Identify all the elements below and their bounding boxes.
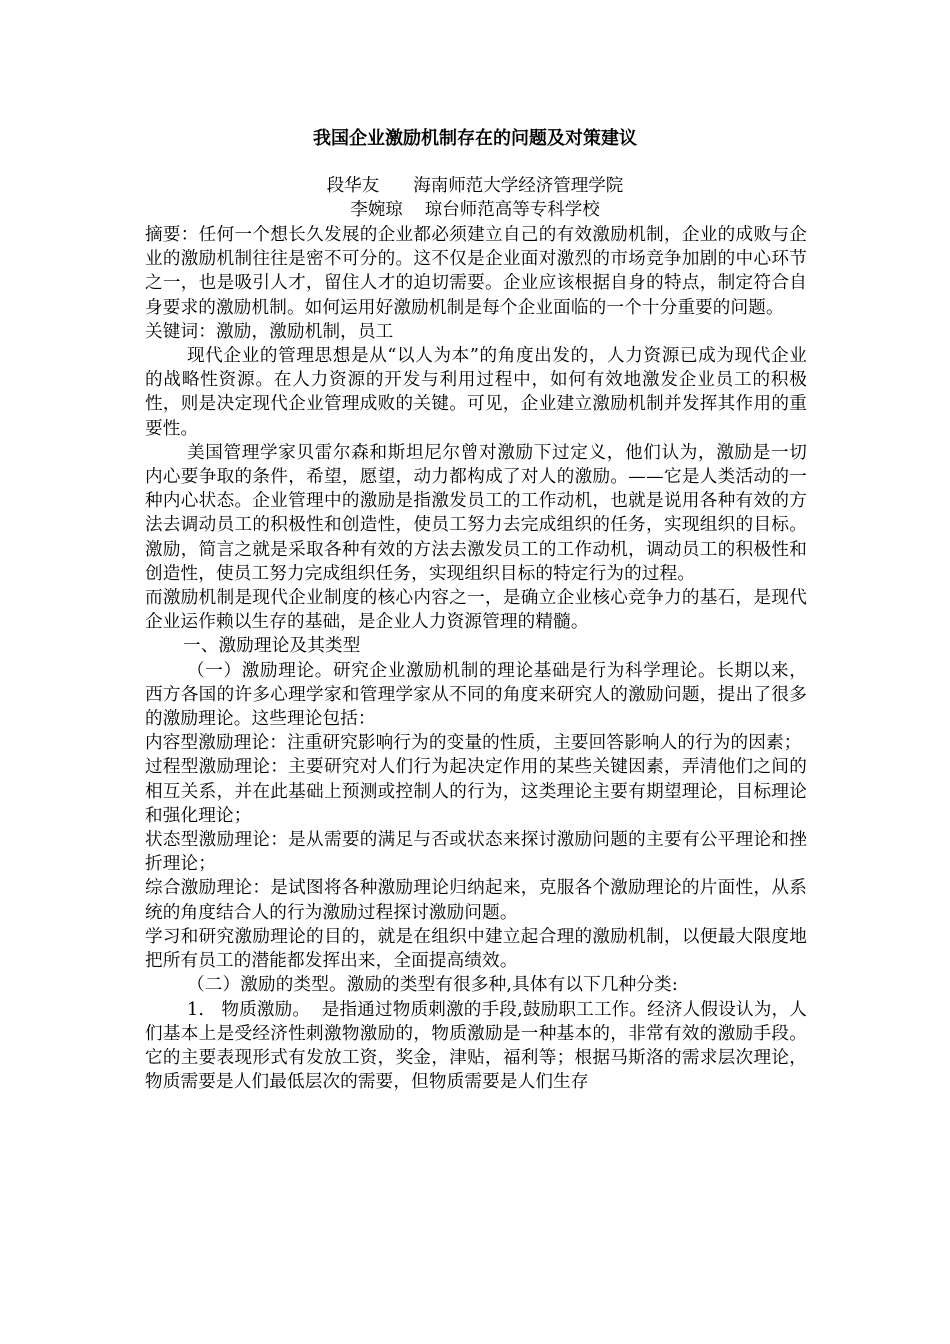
section-heading: 一、激励理论及其类型 xyxy=(183,636,361,657)
paragraph: 学习和研究激励理论的目的，就是在组织中建立起合理的激励机制，以便最大限度地把所有员工的潜能都发挥出来，全面提高绩效。 xyxy=(145,926,807,972)
paragraph: 而激励机制是现代企业制度的核心内容之一，是确立企业核心竞争力的基石，是现代企业运作赖以生存的基础，是企业人力资源管理的精髓。 xyxy=(145,588,807,633)
subsection-heading: （二）激励的类型。激励的类型有很多种,具体有以下几种分类: xyxy=(187,975,678,996)
author-affiliation: 琼台师范高等专科学校 xyxy=(424,200,600,220)
author-affiliation: 海南师范大学经济管理学院 xyxy=(413,176,624,196)
paragraph: 状态型激励理论：是从需要的满足与否或状态来探讨激励问题的主要有公平理论和挫折理论； xyxy=(145,830,807,875)
paragraph: 综合激励理论：是试图将各种激励理论归纳起来，克服各个激励理论的片面性，从系统的角度结合人的行为激励过程探讨激励问题。 xyxy=(145,878,807,923)
abstract: 摘要：任何一个想长久发展的企业都必须建立自己的有效激励机制，企业的成败与企业的激励机制往往是密不可分的。这不仅是企业面对激烈的市场竞争加剧的中心环节之一，也是吸引人才，留住人才的迫切需要。企业应该根据自身的特点，制定符合自身要求的激励机制。如何运用好激励机制是每个企业面临的一个十分重要的问题。 xyxy=(145,225,807,318)
paragraph: 现代企业的管理思想是从“以人为本”的角度出发的，人力资源已成为现代企业的战略性资源。在人力资源的开发与利用过程中，如何有效地激发企业员工的积极性，则是决定现代企业管理成败的关键。可见，企业建立激励机制并发挥其作用的重要性。 xyxy=(145,346,807,439)
author-line-2 xyxy=(0,198,950,222)
paragraph: 内容型激励理论：注重研究影响行为的变量的性质，主要回答影响人的行为的因素； xyxy=(145,733,802,754)
paragraph: 美国管理学家贝雷尔森和斯坦尼尔曾对激励下过定义，他们认为，激励是一切内心要争取的条件，希望，愿望，动力都构成了对人的激励。——它是人类活动的一种内心状态。企业管理中的激励是指激发员工的工作动机，也就是说用各种有效的方法去调动员工的积极性和创造性，使员工努力去完成组织的任务，实现组织的目标。激励，简言之就是采取各种有效的方法去激发员工的工作动机，调动员工的积极性和创造性，使员工努力完成组织任务，实现组织目标的特定行为的过程。 xyxy=(145,442,807,584)
document-body xyxy=(145,223,807,1094)
paragraph: 过程型激励理论：主要研究对人们行为起决定作用的某些关键因素，弄清他们之间的相互关系，并在此基础上预测或控制人的行为，这类理论主要有期望理论，目标理论和强化理论； xyxy=(145,757,807,826)
author-name: 段华友 xyxy=(326,176,380,196)
author-line-1 xyxy=(0,174,950,198)
paragraph: 1. 物质激励。 是指通过物质刺激的手段,鼓励职工工作。经济人假设认为，人们基本上是受经济性刺激物激励的，物质激励是一种基本的，非常有效的激励手段。它的主要表现形式有发放工资，奖金，津贴，福利等；根据马斯洛的需求层次理论，物质需要是人们最低层次的需要，但物质需要是人们生存 xyxy=(145,999,807,1093)
author-name: 李婉琼 xyxy=(350,200,403,220)
keywords: 关键词：激励，激励机制，员工 xyxy=(145,321,394,342)
document-title: 我国企业激励机制存在的问题及对策建议 xyxy=(313,128,637,149)
paragraph: （一）激励理论。研究企业激励机制的理论基础是行为科学理论。长期以来，西方各国的许多心理学家和管理学家从不同的角度来研究人的激励问题，提出了很多的激励理论。这些理论包括： xyxy=(145,660,807,730)
